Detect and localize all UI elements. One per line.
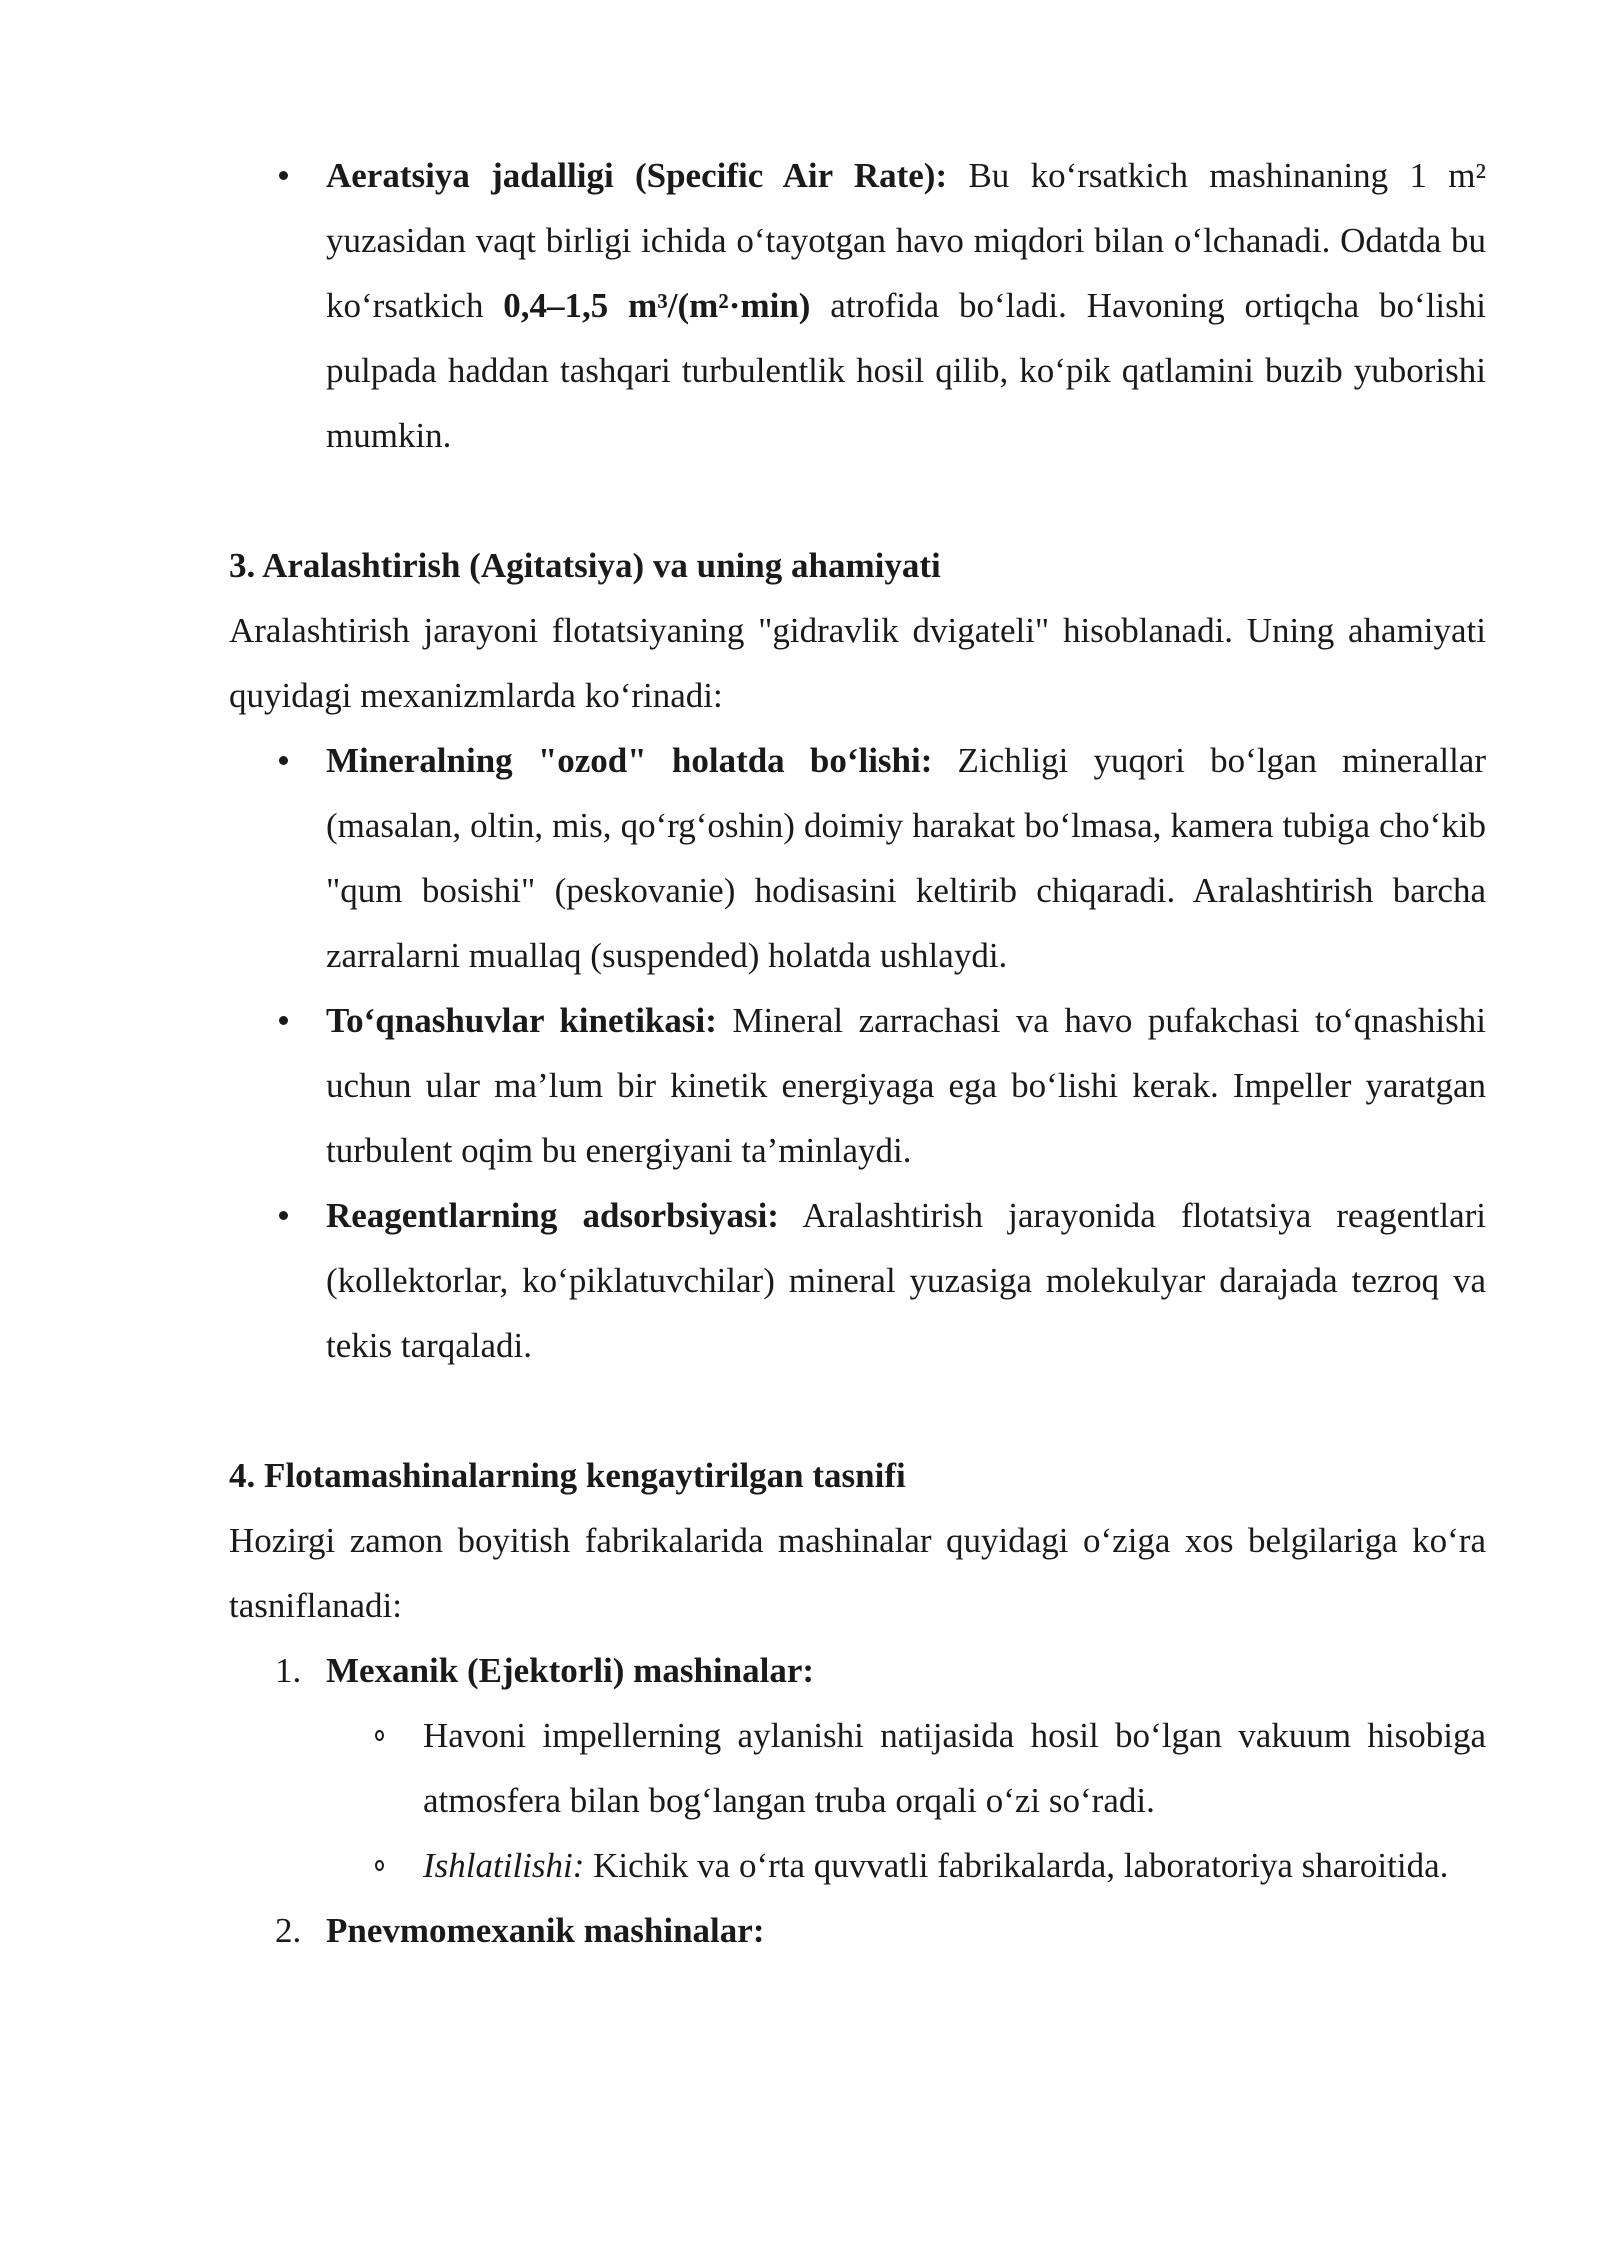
numbered-item-1 <box>229 1638 1486 1703</box>
subitem-havoni <box>229 1703 1486 1833</box>
bullet-toqnashuvlar <box>229 988 1486 1183</box>
item-title-mexanik: Mexanik (Ejektorli) mashinalar: <box>326 1651 815 1690</box>
bullet-dot <box>279 756 288 765</box>
circle-bullet <box>375 1730 384 1741</box>
subitem-havoni-text: Havoni impellerning aylanishi natijasida hosil bo‘lgan vakuum hisobiga atmosfera bilan bog‘langan truba orqali o‘zi so‘radi. <box>423 1716 1486 1820</box>
subitem-ishlatilishi-text: Kichik va o‘rta quvvatli fabrikalarda, laboratoriya sharoitida. <box>584 1846 1449 1885</box>
item-number: 2. <box>275 1911 302 1950</box>
bullet-dot <box>279 1211 288 1220</box>
section4-intro: Hozirgi zamon boyitish fabrikalarida mashinalar quyidagi o‘ziga xos belgilariga ko‘ra tasniflanadi: <box>229 1521 1486 1625</box>
bullet-reagentlar <box>229 1183 1486 1378</box>
text-specific-air-rate-a: Bu ko‘rsatkich mashinaning 1 m² yuzasidan vaqt birligi ichida o‘tayotgan havo miqdori bilan o‘lchanadi. Odatda bu ko‘rsatkich <box>326 156 1487 325</box>
text-toqnashuvlar: Mineral zarrachasi va havo pufakchasi to‘qnashishi uchun ular ma’lum bir kinetik energiyaga ega bo‘lishi kerak. Impeller yaratgan turbulent oqim bu energiyani ta’minlaydi. <box>326 1001 1486 1170</box>
bullet-specific-air-rate <box>229 143 1486 468</box>
text-specific-air-rate-b: atrofida bo‘ladi. Havoning ortiqcha bo‘lishi pulpada haddan tashqari turbulentlik hosil qilib, ko‘pik qatlamini buzib yuborishi mumkin. <box>326 286 1486 455</box>
bullet-dot <box>279 1016 288 1025</box>
bullet-dot <box>279 171 288 180</box>
subitem-ishlatilishi <box>229 1833 1486 1898</box>
value-air-rate: 0,4–1,5 m³/(m²·min) <box>503 286 811 325</box>
term-reagentlar: Reagentlarning adsorbsiyasi: <box>326 1196 779 1235</box>
subitem-ishlatilishi-label: Ishlatilishi: <box>423 1846 585 1885</box>
circle-bullet <box>375 1860 384 1871</box>
term-specific-air-rate: Aeratsiya jadalligi (Specific Air Rate): <box>326 156 948 195</box>
section3-intro: Aralashtirish jarayoni flotatsiyaning "gidravlik dvigateli" hisoblanadi. Uning ahamiyati quyidagi mexanizmlarda ko‘rinadi: <box>229 611 1486 715</box>
section4-heading: 4. Flotamashinalarning kengaytirilgan tasnifi <box>229 1456 906 1495</box>
term-toqnashuvlar: To‘qnashuvlar kinetikasi: <box>326 1001 717 1040</box>
text-mineral-ozod: Zichligi yuqori bo‘lgan minerallar (masalan, oltin, mis, qo‘rg‘oshin) doimiy harakat bo‘lmasa, kamera tubiga cho‘kib "qum bosishi" (peskovanie) hodisasini keltirib chiqaradi. Aralashtirish barcha zarralarni muallaq (suspended) holatda ushlaydi. <box>326 741 1486 975</box>
numbered-item-2 <box>229 1898 1486 1963</box>
item-number: 1. <box>275 1651 302 1690</box>
term-mineral-ozod: Mineralning "ozod" holatda bo‘lishi: <box>326 741 933 780</box>
text-reagentlar: Aralashtirish jarayonida flotatsiya reagentlari (kollektorlar, ko‘piklatuvchilar) mineral yuzasiga molekulyar darajada tezroq va tekis tarqaladi. <box>326 1196 1487 1365</box>
item-title-pnevmomexanik: Pnevmomexanik mashinalar: <box>326 1911 765 1950</box>
bullet-mineral-ozod <box>229 728 1486 988</box>
document-page <box>229 143 1486 1963</box>
section3-heading: 3. Aralashtirish (Agitatsiya) va uning ahamiyati <box>229 546 941 585</box>
